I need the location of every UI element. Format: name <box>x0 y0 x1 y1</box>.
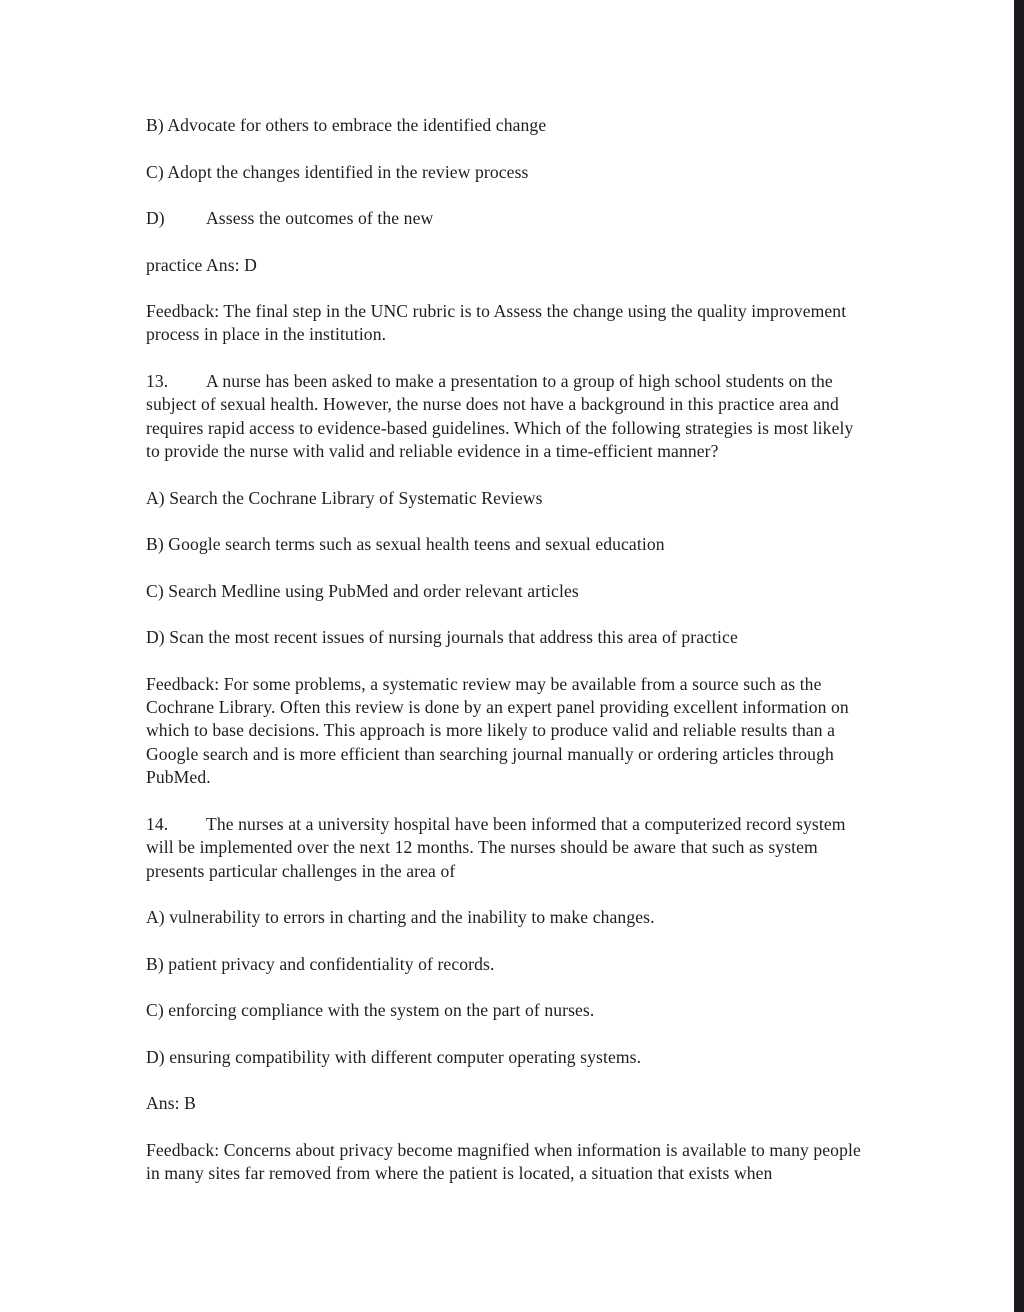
question-13 <box>146 370 956 464</box>
option-c-prev-question <box>146 161 956 184</box>
text-line: in many sites far removed from where the patient is located, a situation that exists when <box>146 1162 773 1183</box>
text-line: C) enforcing compliance with the system on the part of nurses. <box>146 1000 595 1021</box>
option-c-question-14 <box>146 999 956 1022</box>
text-line: 13. A nurse has been asked to make a presentation to a group of high school students on the <box>146 370 956 393</box>
text-line: will be implemented over the next 12 months. The nurses should be aware that such as system <box>146 837 818 858</box>
text-line: Feedback: Concerns about privacy become magnified when information is available to many people <box>146 1139 861 1160</box>
option-a-question-13 <box>146 487 956 510</box>
text-line: PubMed. <box>146 767 211 788</box>
text-line: D) ensuring compatibility with different computer operating systems. <box>146 1046 642 1067</box>
text-line: requires rapid access to evidence-based guidelines. Which of the following strategies is most likely <box>146 417 854 438</box>
feedback-prev-question <box>146 300 956 347</box>
option-a-question-14 <box>146 906 956 929</box>
option-b-question-13 <box>146 533 956 556</box>
right-edge-bar <box>1014 0 1024 1312</box>
text-line: subject of sexual health. However, the nurse does not have a background in this practice area and <box>146 394 839 415</box>
text-line: A) vulnerability to errors in charting and the inability to make changes. <box>146 907 655 928</box>
text-line: B) patient privacy and confidentiality of records. <box>146 953 495 974</box>
question-14 <box>146 813 956 883</box>
text-line: Feedback: The final step in the UNC rubric is to Assess the change using the quality improvement <box>146 301 847 321</box>
list-number: 14. <box>146 813 169 834</box>
text-line: A) Search the Cochrane Library of Systematic Reviews <box>146 487 543 508</box>
option-b-prev-question <box>146 114 956 137</box>
option-d-question-14 <box>146 1046 956 1069</box>
feedback-question-13 <box>146 673 956 790</box>
text-line: B) Google search terms such as sexual health teens and sexual education <box>146 534 665 555</box>
text-line: D) Assess the outcomes of the new <box>146 207 956 230</box>
text-line: C) Search Medline using PubMed and order relevant articles <box>146 580 579 601</box>
feedback-question-14 <box>146 1139 956 1186</box>
option-d-question-13 <box>146 626 956 649</box>
text-line: Cochrane Library. Often this review is done by an expert panel providing excellent information on <box>146 697 849 718</box>
text-line: process in place in the institution. <box>146 324 387 345</box>
text-line: 14. The nurses at a university hospital have been informed that a computerized record system <box>146 813 956 836</box>
option-c-question-13 <box>146 580 956 603</box>
option-b-question-14 <box>146 953 956 976</box>
text-line: Ans: B <box>146 1093 196 1114</box>
text-line: D) Scan the most recent issues of nursing journals that address this area of practice <box>146 627 738 648</box>
text-line: presents particular challenges in the area of <box>146 860 456 881</box>
text-line: B) Advocate for others to embrace the identified change <box>146 115 547 135</box>
text-line: which to base decisions. This approach is more likely to produce valid and reliable results than a <box>146 720 836 741</box>
answer-prev-question <box>146 254 956 277</box>
document-content <box>146 114 956 1208</box>
text-line: to provide the nurse with valid and reliable evidence in a time-efficient manner? <box>146 441 719 462</box>
option-d-prev-question <box>146 207 956 230</box>
text-line: Google search and is more efficient than searching journal manually or ordering articles through <box>146 743 834 764</box>
text-line: C) Adopt the changes identified in the review process <box>146 161 529 182</box>
list-number: D) <box>146 208 165 228</box>
text-line: Feedback: For some problems, a systematic review may be available from a source such as the <box>146 673 822 694</box>
text-line: practice Ans: D <box>146 254 257 275</box>
list-number: 13. <box>146 370 169 391</box>
answer-question-14 <box>146 1092 956 1115</box>
